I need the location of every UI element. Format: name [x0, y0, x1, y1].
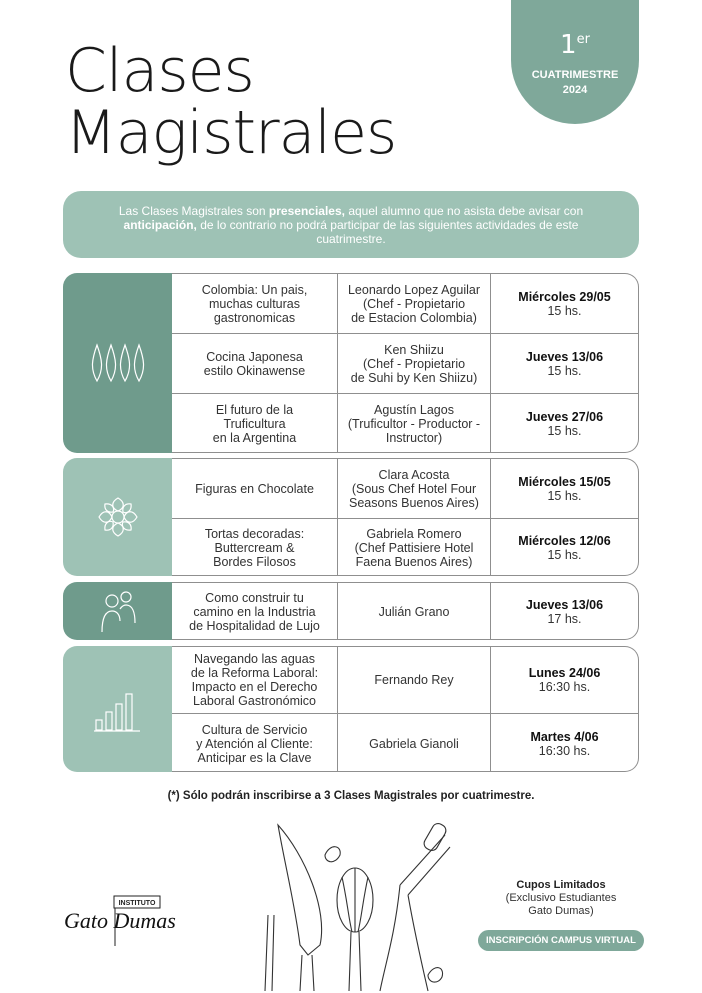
class-topic: Tortas decoradas: Buttercream & Bordes Filosos [172, 519, 338, 576]
table-row [172, 713, 638, 772]
limited-seats-info: Cupos Limitados (Exclusivo Estudiantes Gato Dumas) [505, 879, 617, 917]
class-date: Jueves 13/06 [525, 598, 604, 612]
group-icon-panel [63, 458, 172, 576]
svg-text:INSTITUTO: INSTITUTO [118, 900, 156, 907]
schedule-group [63, 582, 639, 640]
class-date-time [491, 459, 638, 518]
class-date-time [491, 274, 638, 333]
class-date: Lunes 24/06 [528, 666, 601, 680]
schedule-group [63, 273, 639, 453]
class-date-time [491, 714, 638, 772]
page-title: Clases Magistrales [65, 36, 397, 168]
kitchen-utensils-illustration [250, 815, 460, 993]
class-date: Jueves 27/06 [525, 410, 604, 424]
class-topic: Cultura de Servicio y Atención al Cliente: Anticipar es la Clave [172, 714, 338, 772]
class-time: 15 hs. [547, 363, 582, 378]
group-icon-panel [63, 273, 172, 453]
semester-badge [511, 0, 639, 124]
badge-term: CUATRIMESTRE [531, 69, 619, 81]
class-topic: Cocina Japonesa estilo Okinawense [172, 334, 338, 393]
people-icon [98, 589, 138, 633]
group-rows [172, 458, 639, 576]
class-date: Miércoles 12/06 [518, 534, 611, 548]
group-icon-panel [63, 646, 172, 772]
group-icon-panel [63, 582, 172, 640]
class-date: Miércoles 15/05 [518, 474, 611, 489]
class-date-time [491, 519, 638, 576]
class-topic: Como construir tu camino en la Industria de Hospitalidad de Lujo [172, 583, 338, 640]
enrollment-limit-note: (*) Sólo podrán inscribirse a 3 Clases Magistrales por cuatrimestre. [167, 790, 535, 802]
class-time: 15 hs. [547, 424, 582, 438]
class-speaker: Julián Grano [338, 583, 491, 640]
class-time: 15 hs. [547, 548, 582, 562]
class-speaker: Clara Acosta (Sous Chef Hotel Four Seasons Buenos Aires) [338, 459, 491, 518]
class-speaker: Gabriela Romero (Chef Pattisiere Hotel Faena Buenos Aires) [338, 519, 491, 576]
class-date-time [491, 334, 638, 393]
schedule-group [63, 458, 639, 576]
class-date-time [491, 583, 638, 640]
group-rows [172, 646, 639, 772]
class-time: 16:30 hs. [538, 743, 591, 758]
badge-year: 2024 [562, 84, 588, 96]
campus-virtual-signup-button[interactable]: INSCRIPCIÓN CAMPUS VIRTUAL [478, 930, 644, 951]
gato-dumas-logo [62, 890, 222, 950]
class-speaker: Agustín Lagos (Truficultor - Productor - Instructor) [338, 394, 491, 453]
group-rows [172, 582, 639, 640]
attendance-notice: Las Clases Magistrales son presenciales, aquel alumno que no asista debe avisar con anticipación, de lo contrario no podrá participar de las siguientes actividades de este cuatrimestre. [63, 191, 639, 258]
class-date-time [491, 394, 638, 453]
class-speaker: Gabriela Gianoli [338, 714, 491, 772]
class-topic: Figuras en Chocolate [172, 459, 338, 518]
class-speaker: Fernando Rey [338, 647, 491, 713]
schedule-group [63, 646, 639, 772]
drops-icon [90, 343, 146, 383]
table-row [172, 393, 638, 453]
class-topic: El futuro de la Truficultura en la Argentina [172, 394, 338, 453]
table-row [172, 518, 638, 576]
class-date: Jueves 13/06 [525, 349, 604, 364]
table-row [172, 647, 638, 713]
class-speaker: Ken Shiizu (Chef - Propietario de Suhi by Ken Shiizu) [338, 334, 491, 393]
class-time: 16:30 hs. [538, 680, 591, 694]
class-time: 17 hs. [547, 612, 582, 626]
table-row [172, 583, 638, 640]
svg-text:Gato Dumas: Gato Dumas [64, 908, 176, 933]
table-row [172, 333, 638, 393]
badge-number: 1er [560, 30, 590, 60]
table-row [172, 459, 638, 518]
group-rows [172, 273, 639, 453]
class-date-time [491, 647, 638, 713]
class-time: 15 hs. [547, 488, 582, 503]
class-time: 15 hs. [547, 303, 582, 318]
class-topic: Colombia: Un pais, muchas culturas gastronomicas [172, 274, 338, 333]
class-date: Miércoles 29/05 [518, 289, 611, 304]
class-date: Martes 4/06 [530, 729, 599, 744]
bar-chart-icon [94, 686, 142, 732]
class-speaker: Leonardo Lopez Aguilar (Chef - Propietario de Estacion Colombia) [338, 274, 491, 333]
flower-icon [95, 494, 141, 540]
class-topic: Navegando las aguas de la Reforma Laboral: Impacto en el Derecho Laboral Gastronómico [172, 647, 338, 713]
table-row [172, 274, 638, 333]
